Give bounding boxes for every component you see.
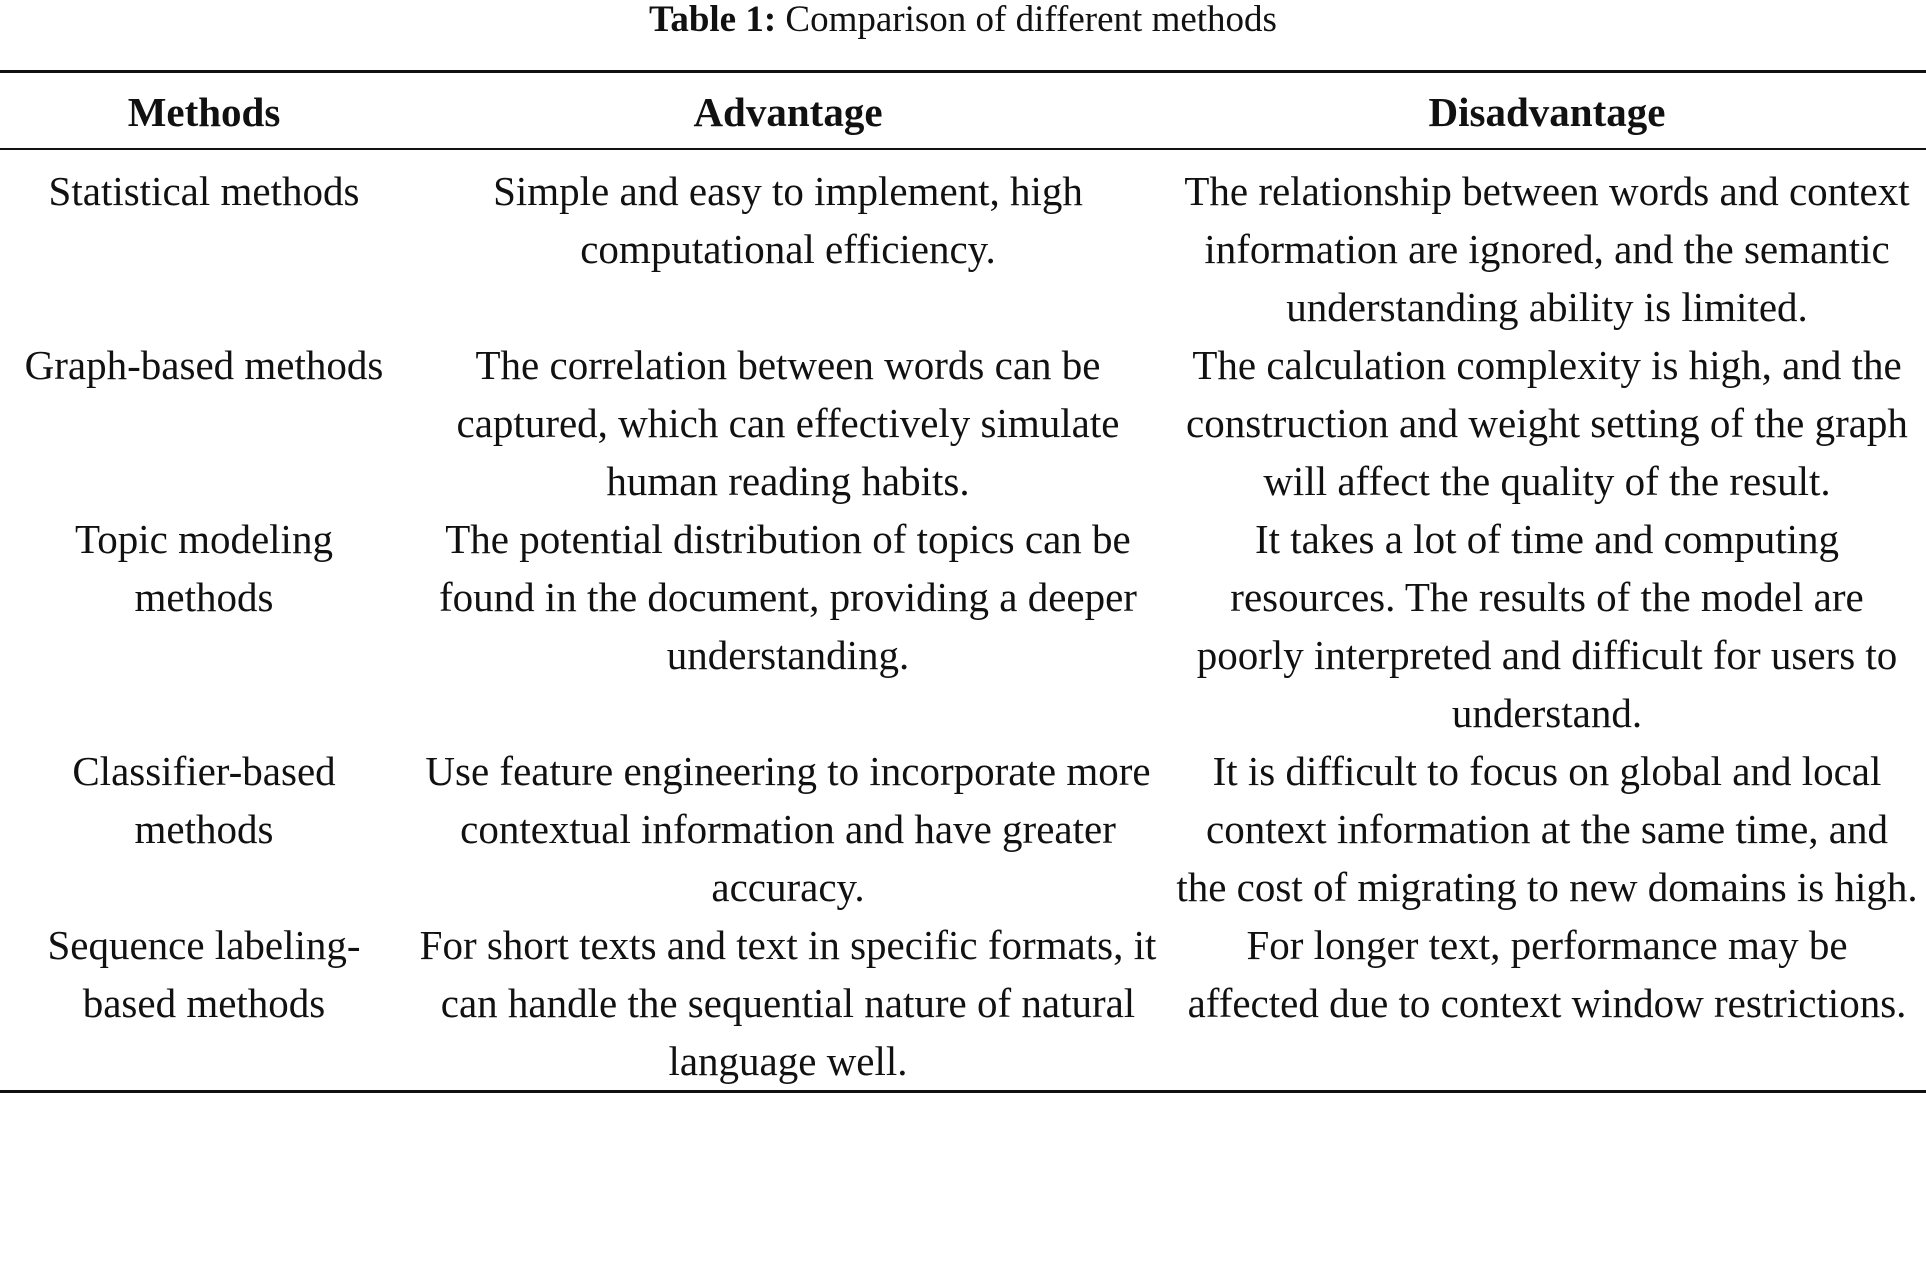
table-header xyxy=(0,72,1926,150)
advantage-cell: The potential distribution of topics can be found in the document, providing a deeper understanding. xyxy=(439,516,1137,678)
table-row xyxy=(0,742,1926,916)
advantage-cell: Use feature engineering to incorporate more contextual information and have greater accuracy. xyxy=(425,748,1151,910)
table-caption xyxy=(0,0,1926,40)
disadvantage-cell: The calculation complexity is high, and the construction and weight setting of the graph will affect the quality of the result. xyxy=(1186,342,1908,504)
table-body xyxy=(0,149,1926,1092)
disadvantage-cell: It is difficult to focus on global and local context information at the same time, and the cost of migrating to new domains is high. xyxy=(1176,748,1918,910)
table-row xyxy=(0,916,1926,1092)
disadvantage-cell: The relationship between words and context information are ignored, and the semantic understanding ability is limited. xyxy=(1184,168,1910,330)
table-row xyxy=(0,149,1926,336)
method-cell: Graph-based methods xyxy=(24,342,384,388)
header-row xyxy=(0,72,1926,150)
comparison-table xyxy=(0,70,1926,1093)
header-advantage: Advantage xyxy=(693,89,883,135)
header-disadvantage: Disadvantage xyxy=(1428,89,1666,135)
advantage-cell: For short texts and text in specific formats, it can handle the sequential nature of natural language well. xyxy=(419,922,1157,1084)
table-row xyxy=(0,336,1926,510)
advantage-cell: Simple and easy to implement, high computational efficiency. xyxy=(493,168,1083,272)
header-methods: Methods xyxy=(127,89,281,135)
method-cell: Sequence labeling-based methods xyxy=(47,922,361,1026)
method-cell: Topic modeling methods xyxy=(75,516,333,620)
advantage-cell: The correlation between words can be captured, which can effectively simulate human reading habits. xyxy=(456,342,1120,504)
table-row xyxy=(0,510,1926,742)
comparison-table-wrapper xyxy=(0,70,1926,1093)
table-caption-label: Table 1: xyxy=(649,0,777,40)
method-cell: Statistical methods xyxy=(48,168,360,214)
disadvantage-cell: It takes a lot of time and computing resources. The results of the model are poorly interpreted and difficult for users to understand. xyxy=(1196,516,1898,736)
disadvantage-cell: For longer text, performance may be affected due to context window restrictions. xyxy=(1187,922,1907,1026)
method-cell: Classifier-based methods xyxy=(72,748,336,852)
table-caption-text: Comparison of different methods xyxy=(785,0,1277,40)
